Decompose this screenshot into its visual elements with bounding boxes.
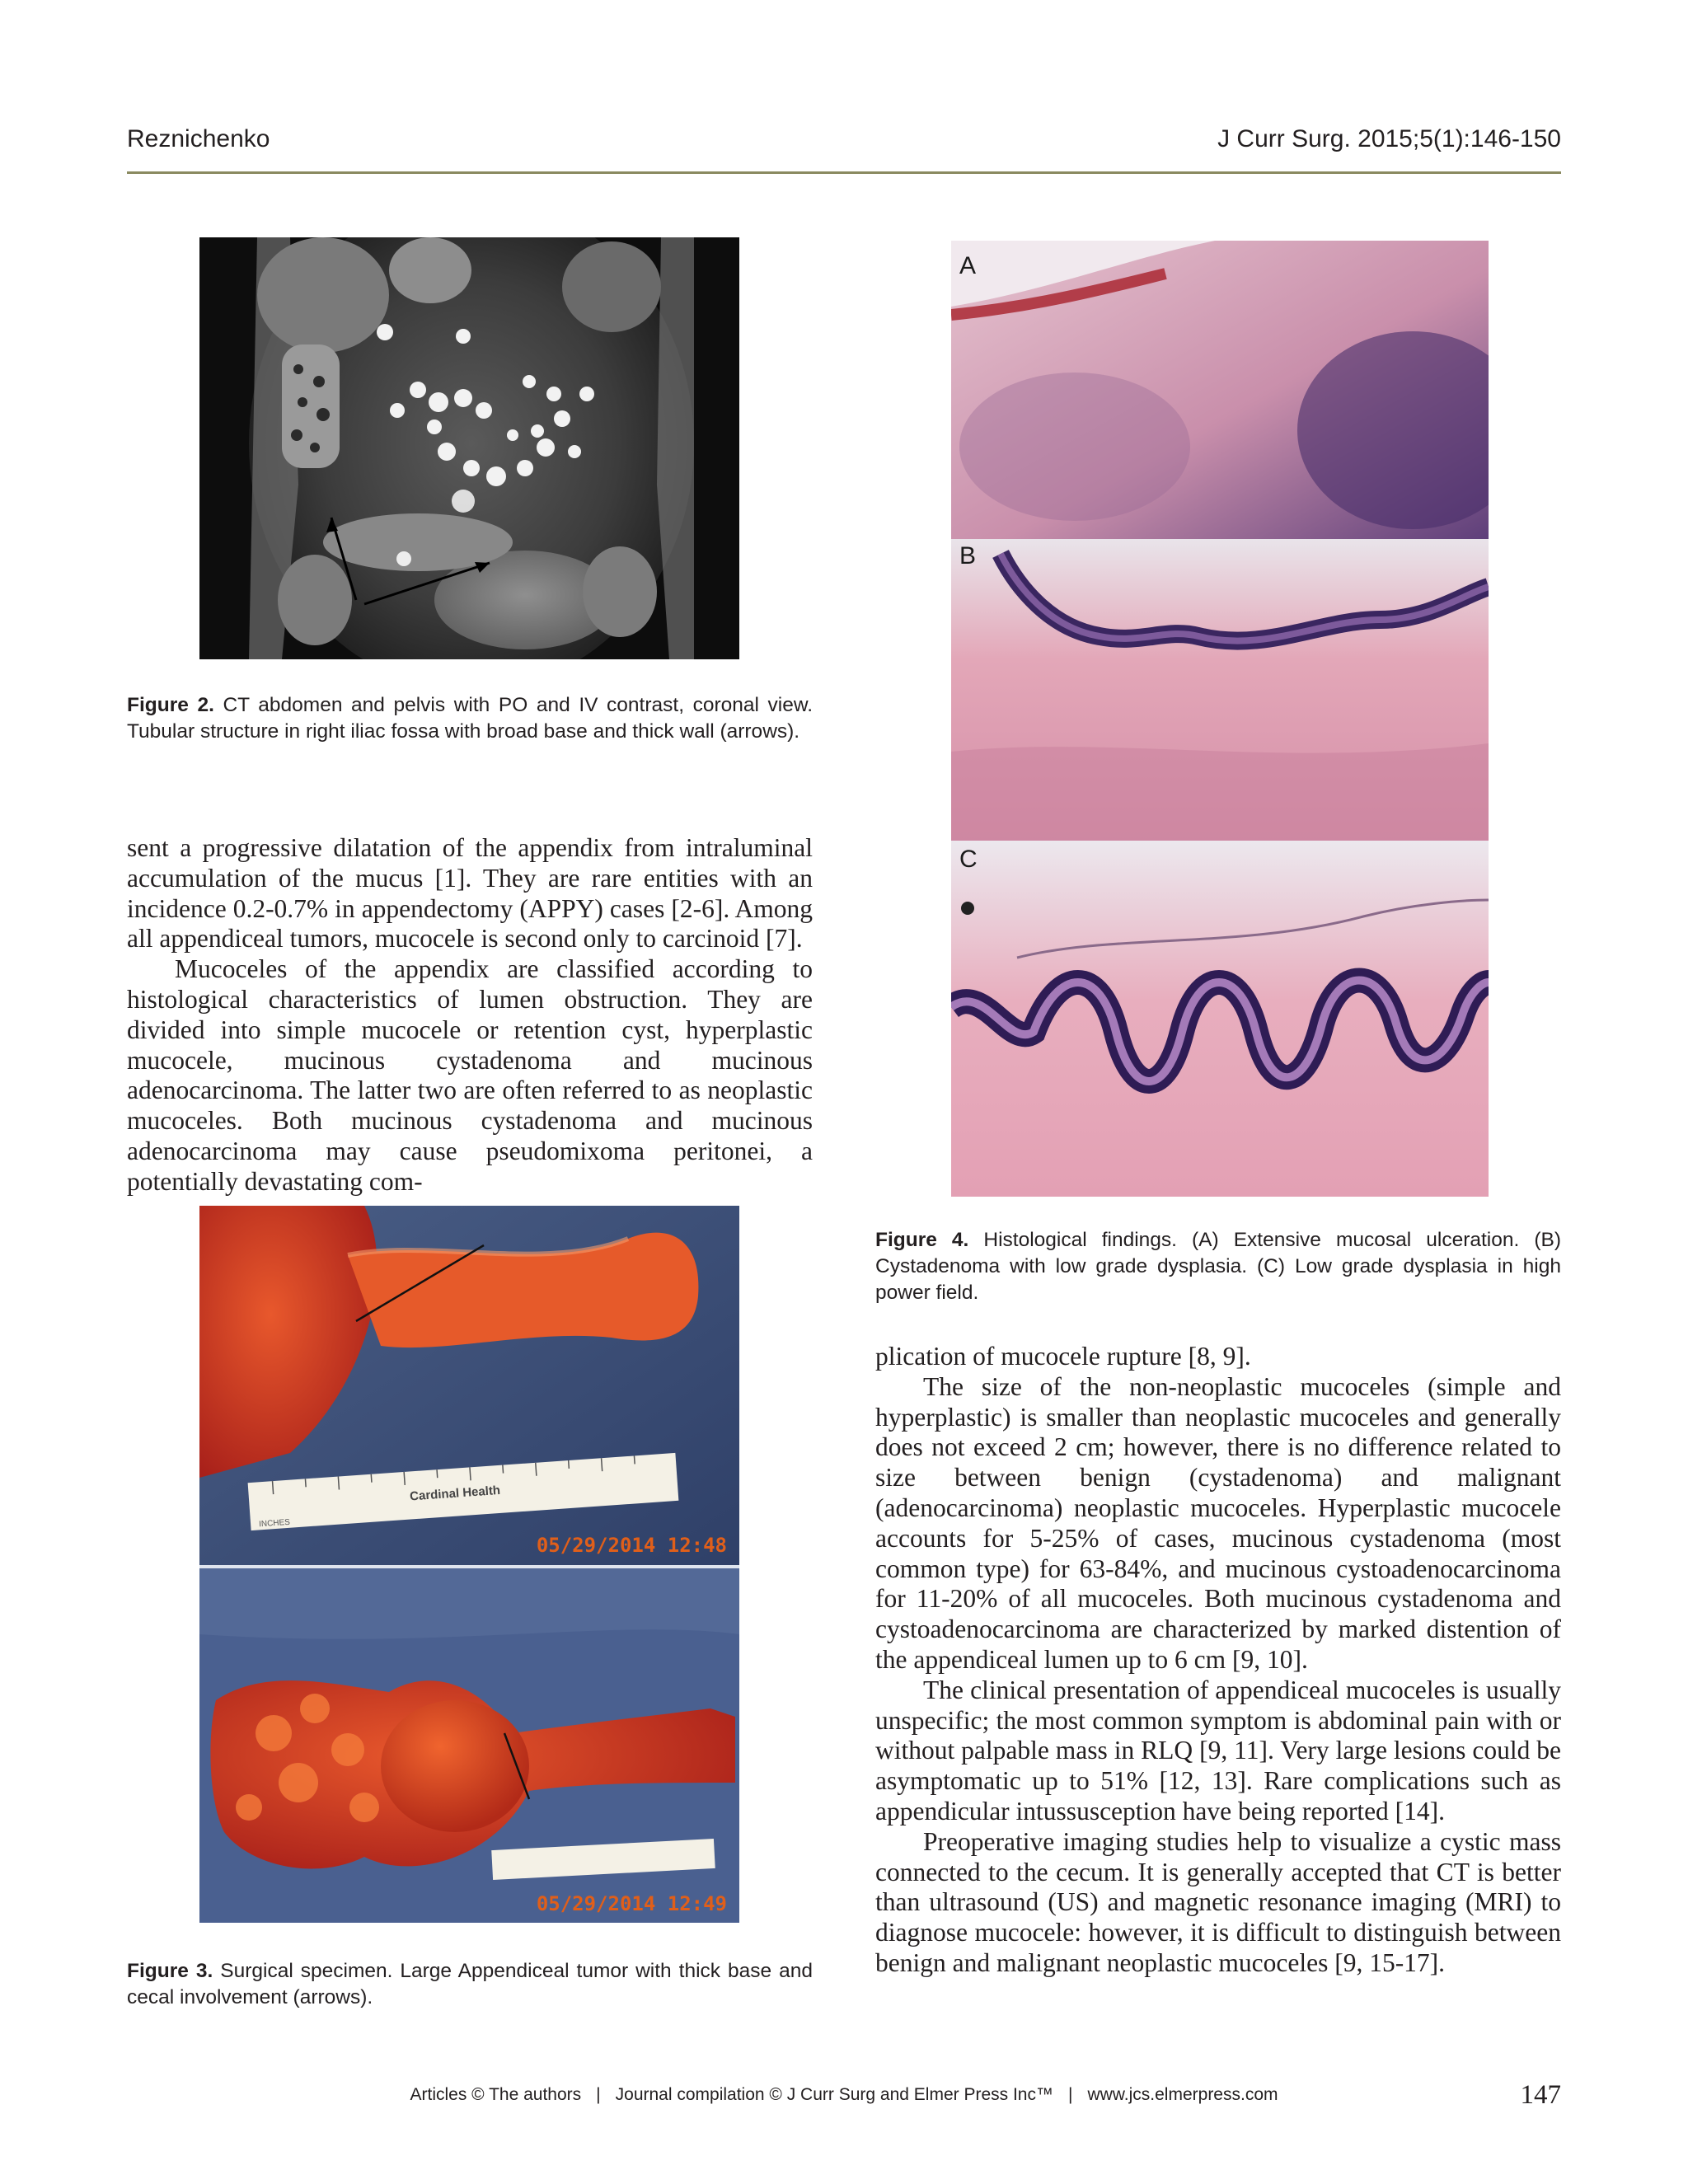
right-column-text [875,1342,1561,1979]
footer-articles: Articles © The authors [410,2085,582,2104]
right-paragraph-2: The size of the non-neoplastic mucoceles (simple and hyperplastic) is smaller than neoplastic mucoceles and generally does not exceed 2 cm; however, there is no difference related to size between benign (cystadenoma) and malignant (adenocarcinoma) neoplastic mucoceles. Hyperplastic mucocele accounts for 5-25% of cases, mucinous cystadenoma (most common type) for 63-84%, and mucinous cystoadenocarcinoma for 11-20% of all mucoceles. Both mucinous cystadenoma and cystoadenocarcinoma are characterized by marked distention of the appendiceal lumen up to 6 cm [9, 10]. [875,1371,1561,1674]
figure-4-caption-label: Figure 4. [875,1229,969,1251]
page-number: 147 [1520,2080,1561,2110]
figure-4-histology [951,241,1489,1197]
footer-journal: Journal compilation © J Curr Surg and Elmer Press Inc™ [615,2085,1053,2104]
left-paragraph-1: sent a progressive dilatation of the appendix from intraluminal accumulation of the mucus [1]. They are rare entities with an incidence 0.2-0.7% in appendectomy (APPY) cases [2-6]. Among all appendiceal tumors, mucocele is second only to carcinoid [7]. [127,833,813,954]
right-paragraph-1: plication of mucocele rupture [8, 9]. [875,1342,1251,1371]
left-paragraph-2: Mucoceles of the appendix are classified according to histological characteristics of lumen obstruction. They are divided into simple mucocele or retention cyst, hyperplastic mucocele, mucinous cystadenoma and mucinous adenocarcinoma. The latter two are often referred to as neoplastic mucoceles. Both mucinous cystadenoma and mucinous adenocarcinoma may cause pseudomixoma peritonei, a potentially devastating com- [127,954,813,1196]
surgical-specimen-illustration [199,1206,739,1923]
right-paragraph-3: The clinical presentation of appendiceal mucoceles is usually unspecific; the most common symptom is abdominal pain with or without palpable mass in RLQ [9, 11]. Very large lesions could be asymptomatic up to 51% [12, 13]. Rare complications such as appendicular intussusception have being reported [14]. [875,1675,1561,1825]
figure-2-caption-text: CT abdomen and pelvis with PO and IV contrast, coronal view. Tubular structure in right iliac fossa with broad base and thick wall (arrows). [127,694,813,743]
footer-separator: | [596,2085,601,2104]
panel-c-label: C [959,846,978,873]
left-column-text [127,833,813,1197]
right-paragraph-4: Preoperative imaging studies help to visualize a cystic mass connected to the cecum. It is generally accepted that CT is better than ultrasound (US) and magnetic resonance imaging (MRI) to diagnose mucocele: however, it is difficult to distinguish between benign and malignant neoplastic mucoceles [9, 15-17]. [875,1826,1561,1977]
ct-scan-illustration [199,237,739,659]
figure-3-caption [127,1958,813,2011]
figure-3-caption-text: Surgical specimen. Large Appendiceal tumor with thick base and cecal involvement (arrows). [127,1960,813,2008]
timestamp-bottom: 05/29/2014 12:49 [536,1892,727,1915]
figure-3-caption-label: Figure 3. [127,1960,213,1982]
footer-website: www.jcs.elmerpress.com [1087,2085,1278,2104]
histology-illustration [951,241,1489,1197]
running-header-author: Reznichenko [127,125,270,152]
footer-separator: | [1067,2085,1073,2104]
panel-b-label: B [959,542,977,569]
figure-4-caption-text: Histological findings. (A) Extensive mucosal ulceration. (B) Cystadenoma with low grade dysplasia. (C) Low grade dysplasia in high power field. [875,1229,1561,1304]
figure-4-caption [875,1227,1561,1306]
figure-2-caption [127,692,813,745]
figure-2-ct-image [199,237,739,659]
panel-a-label: A [959,252,977,279]
ruler-brand-label: Cardinal Health [409,1483,501,1504]
figure-3-photo [199,1206,739,1923]
timestamp-top: 05/29/2014 12:48 [536,1534,727,1557]
page-footer [0,2085,1688,2105]
ruler-unit-label: INCHES [258,1517,291,1530]
figure-2-caption-label: Figure 2. [127,694,214,716]
header-rule [127,171,1561,174]
running-header-citation: J Curr Surg. 2015;5(1):146-150 [1217,125,1561,152]
